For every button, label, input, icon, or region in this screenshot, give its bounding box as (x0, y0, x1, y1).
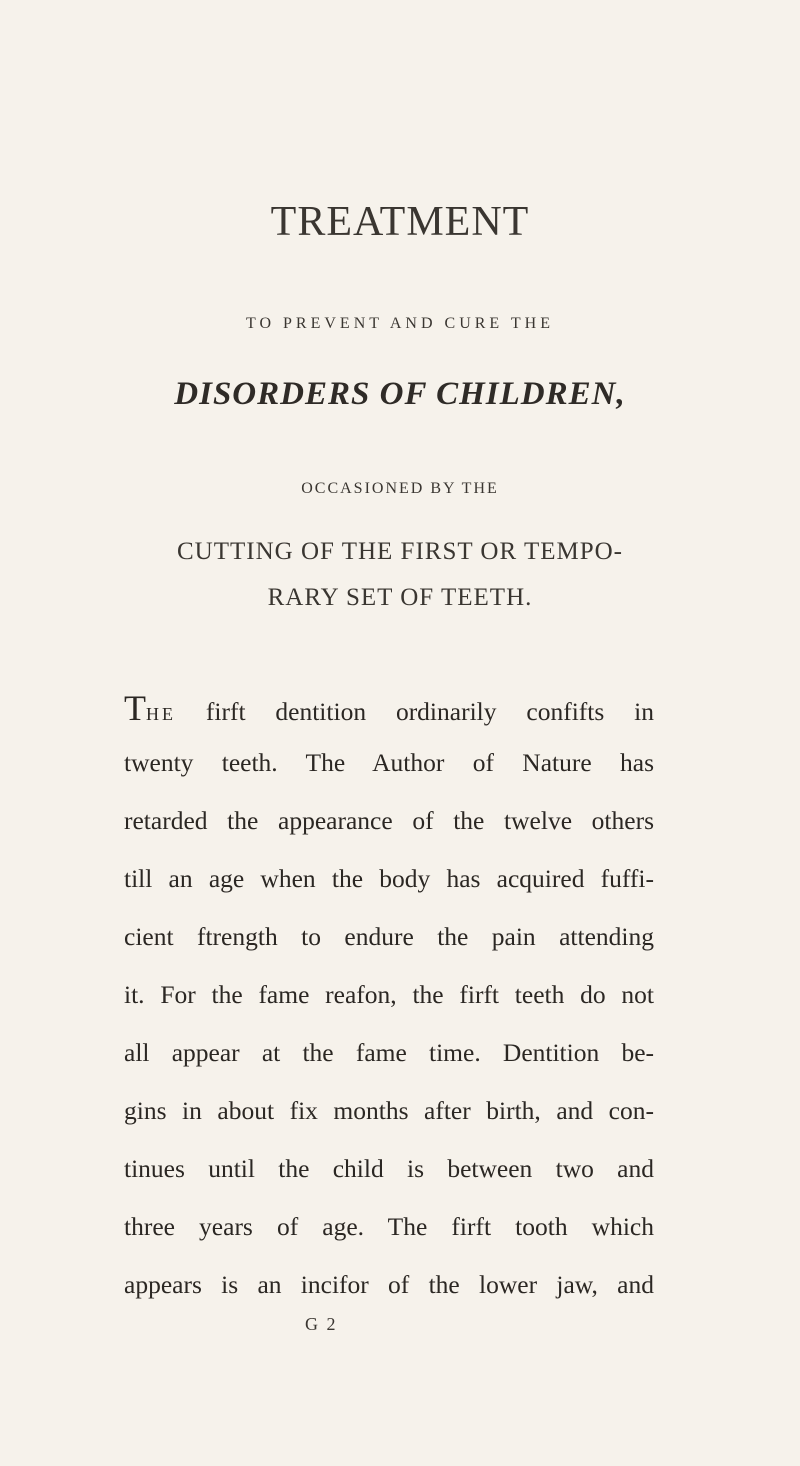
body-line-2: twenty teeth. The Author of Nature has (124, 748, 654, 777)
signature-mark: G 2 (305, 1314, 338, 1334)
subtitle-line-1: TO PREVENT AND CURE THE (245, 315, 554, 332)
body-line-8: gins in about fix months after birth, and con- (124, 1096, 654, 1125)
body-line-11: appears is an incifor of the lower jaw, and (124, 1270, 654, 1299)
body-line-10: three years of age. The firft tooth which (124, 1212, 654, 1241)
drop-cap: T (124, 688, 146, 728)
body-line-1-rest: firft dentition ordinarily confifts in (176, 697, 654, 726)
page-title: TREATMENT (270, 199, 530, 245)
body-line-9: tinues until the child is between two and (124, 1154, 654, 1183)
first-word-rest: HE (146, 704, 176, 724)
body-line-7: all appear at the fame time. Dentition be- (124, 1038, 654, 1067)
body-line-1 (124, 690, 654, 727)
body-line-4: till an age when the body has acquired fuffi- (124, 864, 654, 893)
body-line-5: cient ftrength to endure the pain attending (124, 922, 654, 951)
subtitle-line-2: OCCASIONED BY THE (301, 480, 499, 497)
body-line-3: retarded the appearance of the twelve others (124, 806, 654, 835)
main-heading: DISORDERS OF CHILDREN, (174, 376, 626, 412)
body-line-6: it. For the fame reafon, the firft teeth do not (124, 980, 654, 1009)
subtitle-line-4: RARY SET OF TEETH. (267, 584, 533, 611)
subtitle-line-3: CUTTING OF THE FIRST OR TEMPO- (176, 538, 623, 565)
